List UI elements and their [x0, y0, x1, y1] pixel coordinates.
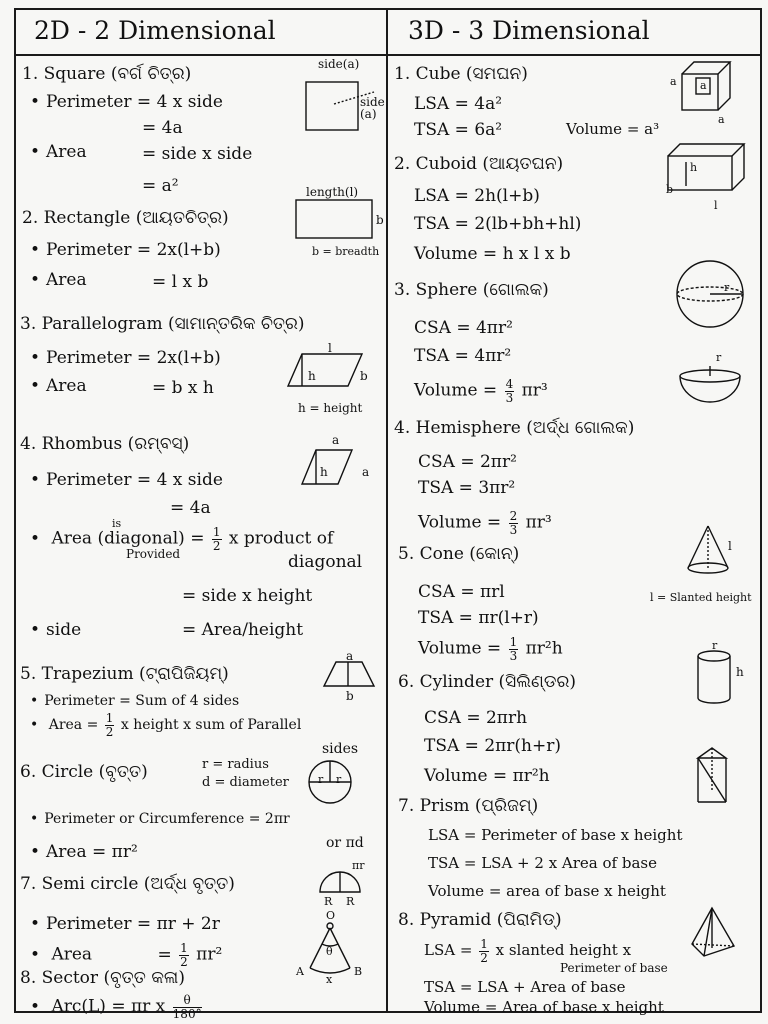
trapezium-area-rest: x height x sum of Parallel [120, 717, 302, 734]
cone-volume [418, 636, 563, 662]
rectangle-title: 2. Rectangle (ଆୟତଚିତ୍ର) [22, 208, 229, 228]
pyramid-lsa-rest-2: Perimeter of base [560, 961, 668, 975]
cone-volume-label: Volume = [418, 638, 502, 659]
sector-title: 8. Sector (ବୃତ୍ତ କଳା) [20, 968, 185, 988]
parallelogram-fig-h: h [308, 369, 316, 383]
rhombus-area-alt: = side x height [182, 586, 313, 606]
rhombus-perimeter: • Perimeter = 4 x side [30, 472, 223, 489]
cube-tsa: TSA = 6a² [414, 120, 503, 140]
square-perimeter-2: = 4a [142, 118, 183, 138]
prism-figure [694, 746, 734, 808]
hemisphere-title: 4. Hemisphere (ଅର୍ଦ୍ଧ ଗୋଲକ) [394, 418, 635, 438]
semicircle-figure [318, 868, 364, 896]
cube-fig-a-left: a [670, 75, 677, 88]
sector-arc-label: Arc(L) = πr x [51, 996, 166, 1017]
rhombus-area-text: Area (diagonal) = [51, 528, 205, 549]
sphere-figure [676, 258, 748, 330]
rhombus-area-fraction: $\frac{1}{2}$ [212, 525, 221, 553]
semicircle-perimeter: • Perimeter = πr + 2r [30, 916, 220, 933]
pyramid-lsa-label: LSA = [424, 941, 473, 960]
parallelogram-area-label: • Area [30, 378, 87, 395]
rhombus-figure [298, 446, 358, 490]
cube-volume: Volume = a³ [566, 120, 660, 138]
cube-lsa: LSA = 4a² [414, 94, 503, 114]
prism-tsa: TSA = LSA + 2 x Area of base [428, 854, 657, 872]
rhombus-fig-a-right: a [362, 465, 370, 479]
cone-fig-note: l = Slanted height [650, 591, 752, 604]
trapezium-perimeter: • Perimeter = Sum of 4 sides [30, 694, 239, 708]
cube-figure [678, 60, 748, 116]
cuboid-volume: Volume = h x l x b [414, 244, 571, 264]
prism-volume: Volume = area of base x height [428, 882, 666, 900]
semicircle-area-label: Area [51, 944, 93, 965]
rhombus-area-is: is [112, 517, 122, 530]
rhombus-fig-a-top: a [332, 433, 340, 447]
cylinder-volume: Volume = πr²h [424, 766, 550, 786]
sector-arc-fraction: $\frac{\theta}{180^\circ}$ [172, 993, 202, 1021]
parallelogram-fig-b: b [360, 369, 368, 383]
cube-fig-a-bottom: a [718, 113, 725, 126]
cube-fig-a-center: a [700, 79, 707, 92]
semicircle-fig-r1: R [324, 895, 333, 908]
cuboid-fig-l: l [714, 199, 718, 212]
square-area-2: = a² [142, 176, 179, 196]
pyramid-title: 8. Pyramid (ପିରାମିଡ୍) [398, 910, 562, 930]
cone-figure [684, 524, 734, 576]
rhombus-side-eq: = Area/height [182, 620, 304, 640]
rhombus-area-rest-2: diagonal [288, 552, 363, 572]
column-2d [16, 10, 386, 1021]
sphere-volume-fraction: $\frac{4}{3}$ [505, 377, 514, 405]
prism-lsa: LSA = Perimeter of base x height [428, 826, 683, 844]
rectangle-fig-length: length(l) [306, 185, 359, 199]
cuboid-title: 2. Cuboid (ଆୟତଘନ) [394, 154, 564, 174]
rhombus-side-label: • side [30, 622, 81, 639]
sphere-volume-label: Volume = [414, 380, 498, 401]
sector-arc [30, 994, 204, 1020]
semicircle-area-tail: πr² [196, 944, 223, 965]
rhombus-title: 4. Rhombus (ରମ୍ବସ୍) [20, 434, 190, 454]
hemisphere-csa: CSA = 2πr² [418, 452, 517, 472]
square-area-label: • Area [30, 144, 87, 161]
cuboid-fig-b: b [666, 183, 674, 196]
rectangle-perimeter: • Perimeter = 2x(l+b) [30, 242, 221, 259]
sphere-fig-r: r [724, 281, 730, 294]
trapezium-area [30, 712, 301, 738]
hemisphere-fig-r: r [716, 351, 722, 364]
square-area-eq: = side x side [142, 144, 253, 164]
cone-volume-fraction: $\frac{1}{3}$ [509, 635, 518, 663]
semicircle-fig-pi-r: πr [352, 859, 365, 872]
sphere-volume [414, 378, 548, 404]
parallelogram-perimeter: • Perimeter = 2x(l+b) [30, 350, 221, 367]
cone-title: 5. Cone (କୋନ୍) [398, 544, 520, 564]
hemisphere-volume-fraction: $\frac{2}{3}$ [509, 509, 518, 537]
cylinder-fig-r: r [712, 639, 718, 652]
square-fig-side-top: side(a) [318, 57, 360, 71]
parallelogram-figure [286, 350, 366, 390]
rhombus-area-rest: x product of [228, 528, 334, 549]
circle-fig-r2: r [336, 773, 342, 786]
semicircle-area-fraction: $\frac{1}{2}$ [180, 941, 188, 969]
sector-fig-theta: θ [326, 945, 333, 958]
rhombus-perimeter-2: = 4a [170, 498, 211, 518]
sphere-title: 3. Sphere (ଗୋଲକ) [394, 280, 549, 300]
cone-csa: CSA = πrl [418, 582, 505, 602]
circle-perimeter-or: or πd [326, 835, 364, 851]
hemisphere-figure [678, 364, 744, 404]
pyramid-lsa-fraction: $\frac{1}{2}$ [480, 937, 488, 965]
cylinder-tsa: TSA = 2πr(h+r) [424, 736, 562, 756]
circle-title: 6. Circle (ବୃତ୍ତ) [20, 762, 148, 782]
parallelogram-title: 3. Parallelogram (ସାମାନ୍ତରିକ ଚିତ୍ର) [20, 314, 305, 334]
cuboid-tsa: TSA = 2(lb+bh+hl) [414, 214, 582, 234]
hemisphere-volume-tail: πr³ [525, 512, 552, 533]
rhombus-fig-h: h [320, 465, 328, 479]
pyramid-figure [688, 906, 738, 962]
square-fig-side-right: side (a) [360, 95, 385, 121]
parallelogram-area-eq: = b x h [152, 378, 214, 398]
sphere-csa: CSA = 4πr² [414, 318, 513, 338]
trapezium-fig-a: a [346, 649, 354, 663]
heading-2d: 2D - 2 Dimensional [34, 16, 276, 45]
rhombus-area-provided: Provided [126, 547, 181, 561]
rectangle-fig-b: b [376, 213, 384, 227]
sphere-tsa: TSA = 4πr² [414, 346, 512, 366]
sector-fig-o: O [326, 909, 336, 922]
parallelogram-fig-l: l [328, 341, 332, 355]
cube-title: 1. Cube (ସମଘନ) [394, 64, 528, 84]
prism-title: 7. Prism (ପ୍ରିଜମ୍) [398, 796, 539, 816]
cylinder-fig-h: h [736, 665, 744, 679]
rhombus-area-label [30, 526, 333, 552]
cylinder-figure [696, 650, 736, 706]
square-title: 1. Square (ବର୍ଗ ଚିତ୍ର) [22, 64, 192, 84]
circle-figure [306, 758, 356, 808]
sector-fig-x: x [326, 973, 333, 986]
trapezium-area-rest-2: sides [322, 741, 359, 757]
circle-perimeter: • Perimeter or Circumference = 2πr [30, 812, 290, 826]
heading-3d: 3D - 3 Dimensional [408, 16, 650, 45]
circle-area: • Area = πr² [30, 844, 138, 861]
rectangle-area-eq: = l x b [152, 272, 209, 292]
rectangle-fig-note: b = breadth [312, 245, 380, 258]
sector-fig-a: A [296, 965, 304, 978]
cone-volume-tail: πr²h [525, 638, 563, 659]
square-perimeter: • Perimeter = 4 x side [30, 94, 223, 111]
semicircle-title: 7. Semi circle (ଅର୍ଦ୍ଧ ବୃତ୍ତ) [20, 874, 235, 894]
sphere-volume-tail: πr³ [521, 380, 548, 401]
parallelogram-fig-note: h = height [298, 401, 363, 415]
cone-fig-l: l [728, 539, 732, 553]
trapezium-fig-b: b [346, 689, 354, 703]
cuboid-fig-h: h [690, 161, 698, 174]
trapezium-area-fraction: $\frac{1}{2}$ [105, 711, 114, 739]
cone-tsa: TSA = πr(l+r) [418, 608, 539, 628]
hemisphere-volume-label: Volume = [418, 512, 502, 533]
pyramid-volume: Volume = Area of base x height [424, 998, 664, 1016]
circle-note-radius: r = radius [202, 757, 269, 772]
trapezium-figure [322, 660, 378, 690]
sector-fig-b: B [354, 965, 363, 978]
hemisphere-tsa: TSA = 3πr² [418, 478, 516, 498]
pyramid-tsa: TSA = LSA + Area of base [424, 978, 626, 996]
cuboid-lsa: LSA = 2h(l+b) [414, 186, 540, 206]
circle-fig-r1: r [318, 773, 324, 786]
circle-note-diameter: d = diameter [202, 775, 289, 790]
cylinder-csa: CSA = 2πrh [424, 708, 528, 728]
hemisphere-volume [418, 510, 552, 536]
cuboid-figure [664, 140, 752, 196]
trapezium-area-label: Area = [48, 717, 99, 734]
cylinder-title: 6. Cylinder (ସିଲିଣ୍ଡର) [398, 672, 577, 692]
semicircle-area-eq: = [157, 944, 172, 965]
pyramid-lsa-rest: x slanted height x [495, 941, 632, 960]
column-3d [388, 10, 760, 1016]
trapezium-title: 5. Trapezium (ଟ୍ରାପିଜିୟମ୍) [20, 664, 229, 684]
semicircle-area [30, 942, 222, 968]
formula-sheet [14, 8, 762, 1021]
semicircle-fig-r2: R [346, 895, 355, 908]
rectangle-area-label: • Area [30, 272, 87, 289]
rectangle-figure [294, 196, 380, 244]
